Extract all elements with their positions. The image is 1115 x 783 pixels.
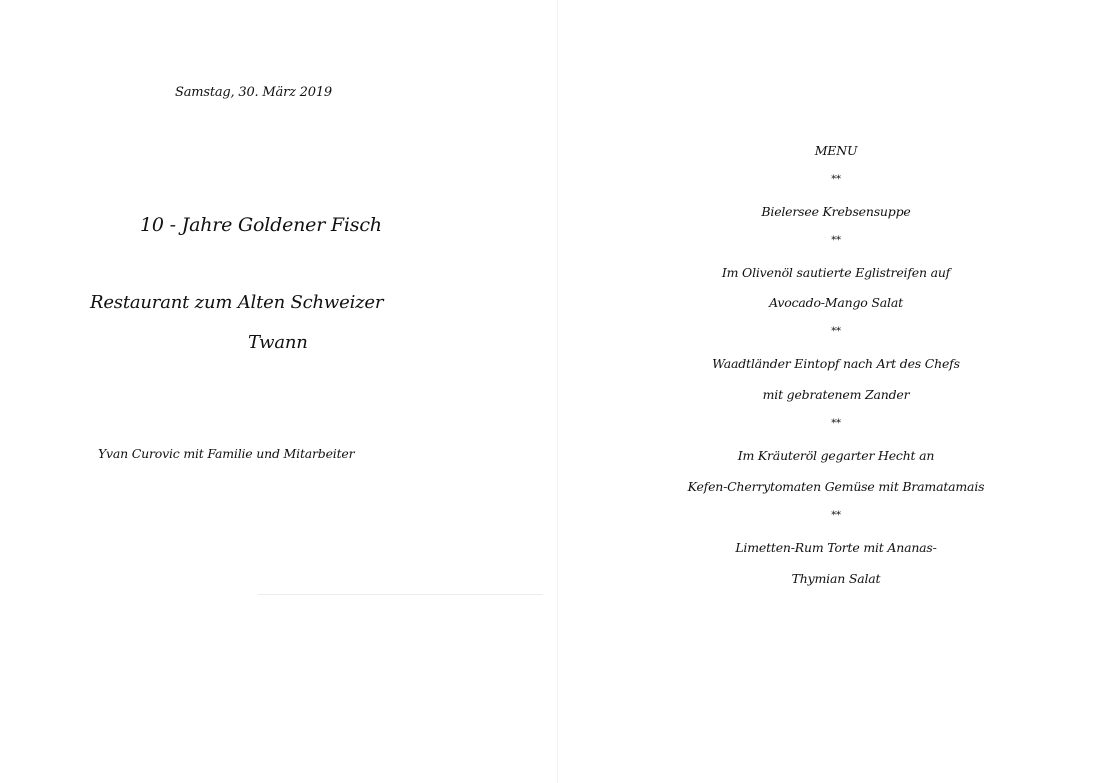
menu-course-5-line-1: Limetten-Rum Torte mit Ananas- [735,540,937,555]
menu-course-2-line-1: Im Olivenöl sautierte Eglistreifen auf [721,265,951,280]
restaurant-location: Twann [248,332,308,353]
menu-course-3-line-2: mit gebratenem Zander [762,387,910,402]
menu-separator: ** [831,235,841,246]
menu-course-1-line-1: Bielersee Krebsensuppe [761,204,911,219]
menu-separator: ** [831,326,841,337]
event-title: 10 - Jahre Goldener Fisch [140,214,382,236]
menu-separator: ** [831,510,841,521]
menu-separator: ** [831,174,841,185]
menu-separator: ** [831,418,841,429]
event-date: Samstag, 30. März 2019 [175,85,332,100]
restaurant-name: Restaurant zum Alten Schweizer [90,292,384,313]
hosts-line: Yvan Curovic mit Familie und Mitarbeiter [98,446,355,461]
divider-line [258,594,543,595]
menu-course-4-line-2: Kefen-Cherrytomaten Gemüse mit Bramatamais [687,479,985,494]
menu-course-2-line-2: Avocado-Mango Salat [769,295,903,310]
menu-course-4-line-1: Im Kräuteröl gegarter Hecht an [737,448,935,463]
menu-heading: MENU [814,143,858,158]
menu-course-3-line-1: Waadtländer Eintopf nach Art des Chefs [712,356,960,371]
left-page [0,0,557,783]
menu-course-5-line-2: Thymian Salat [791,571,881,586]
